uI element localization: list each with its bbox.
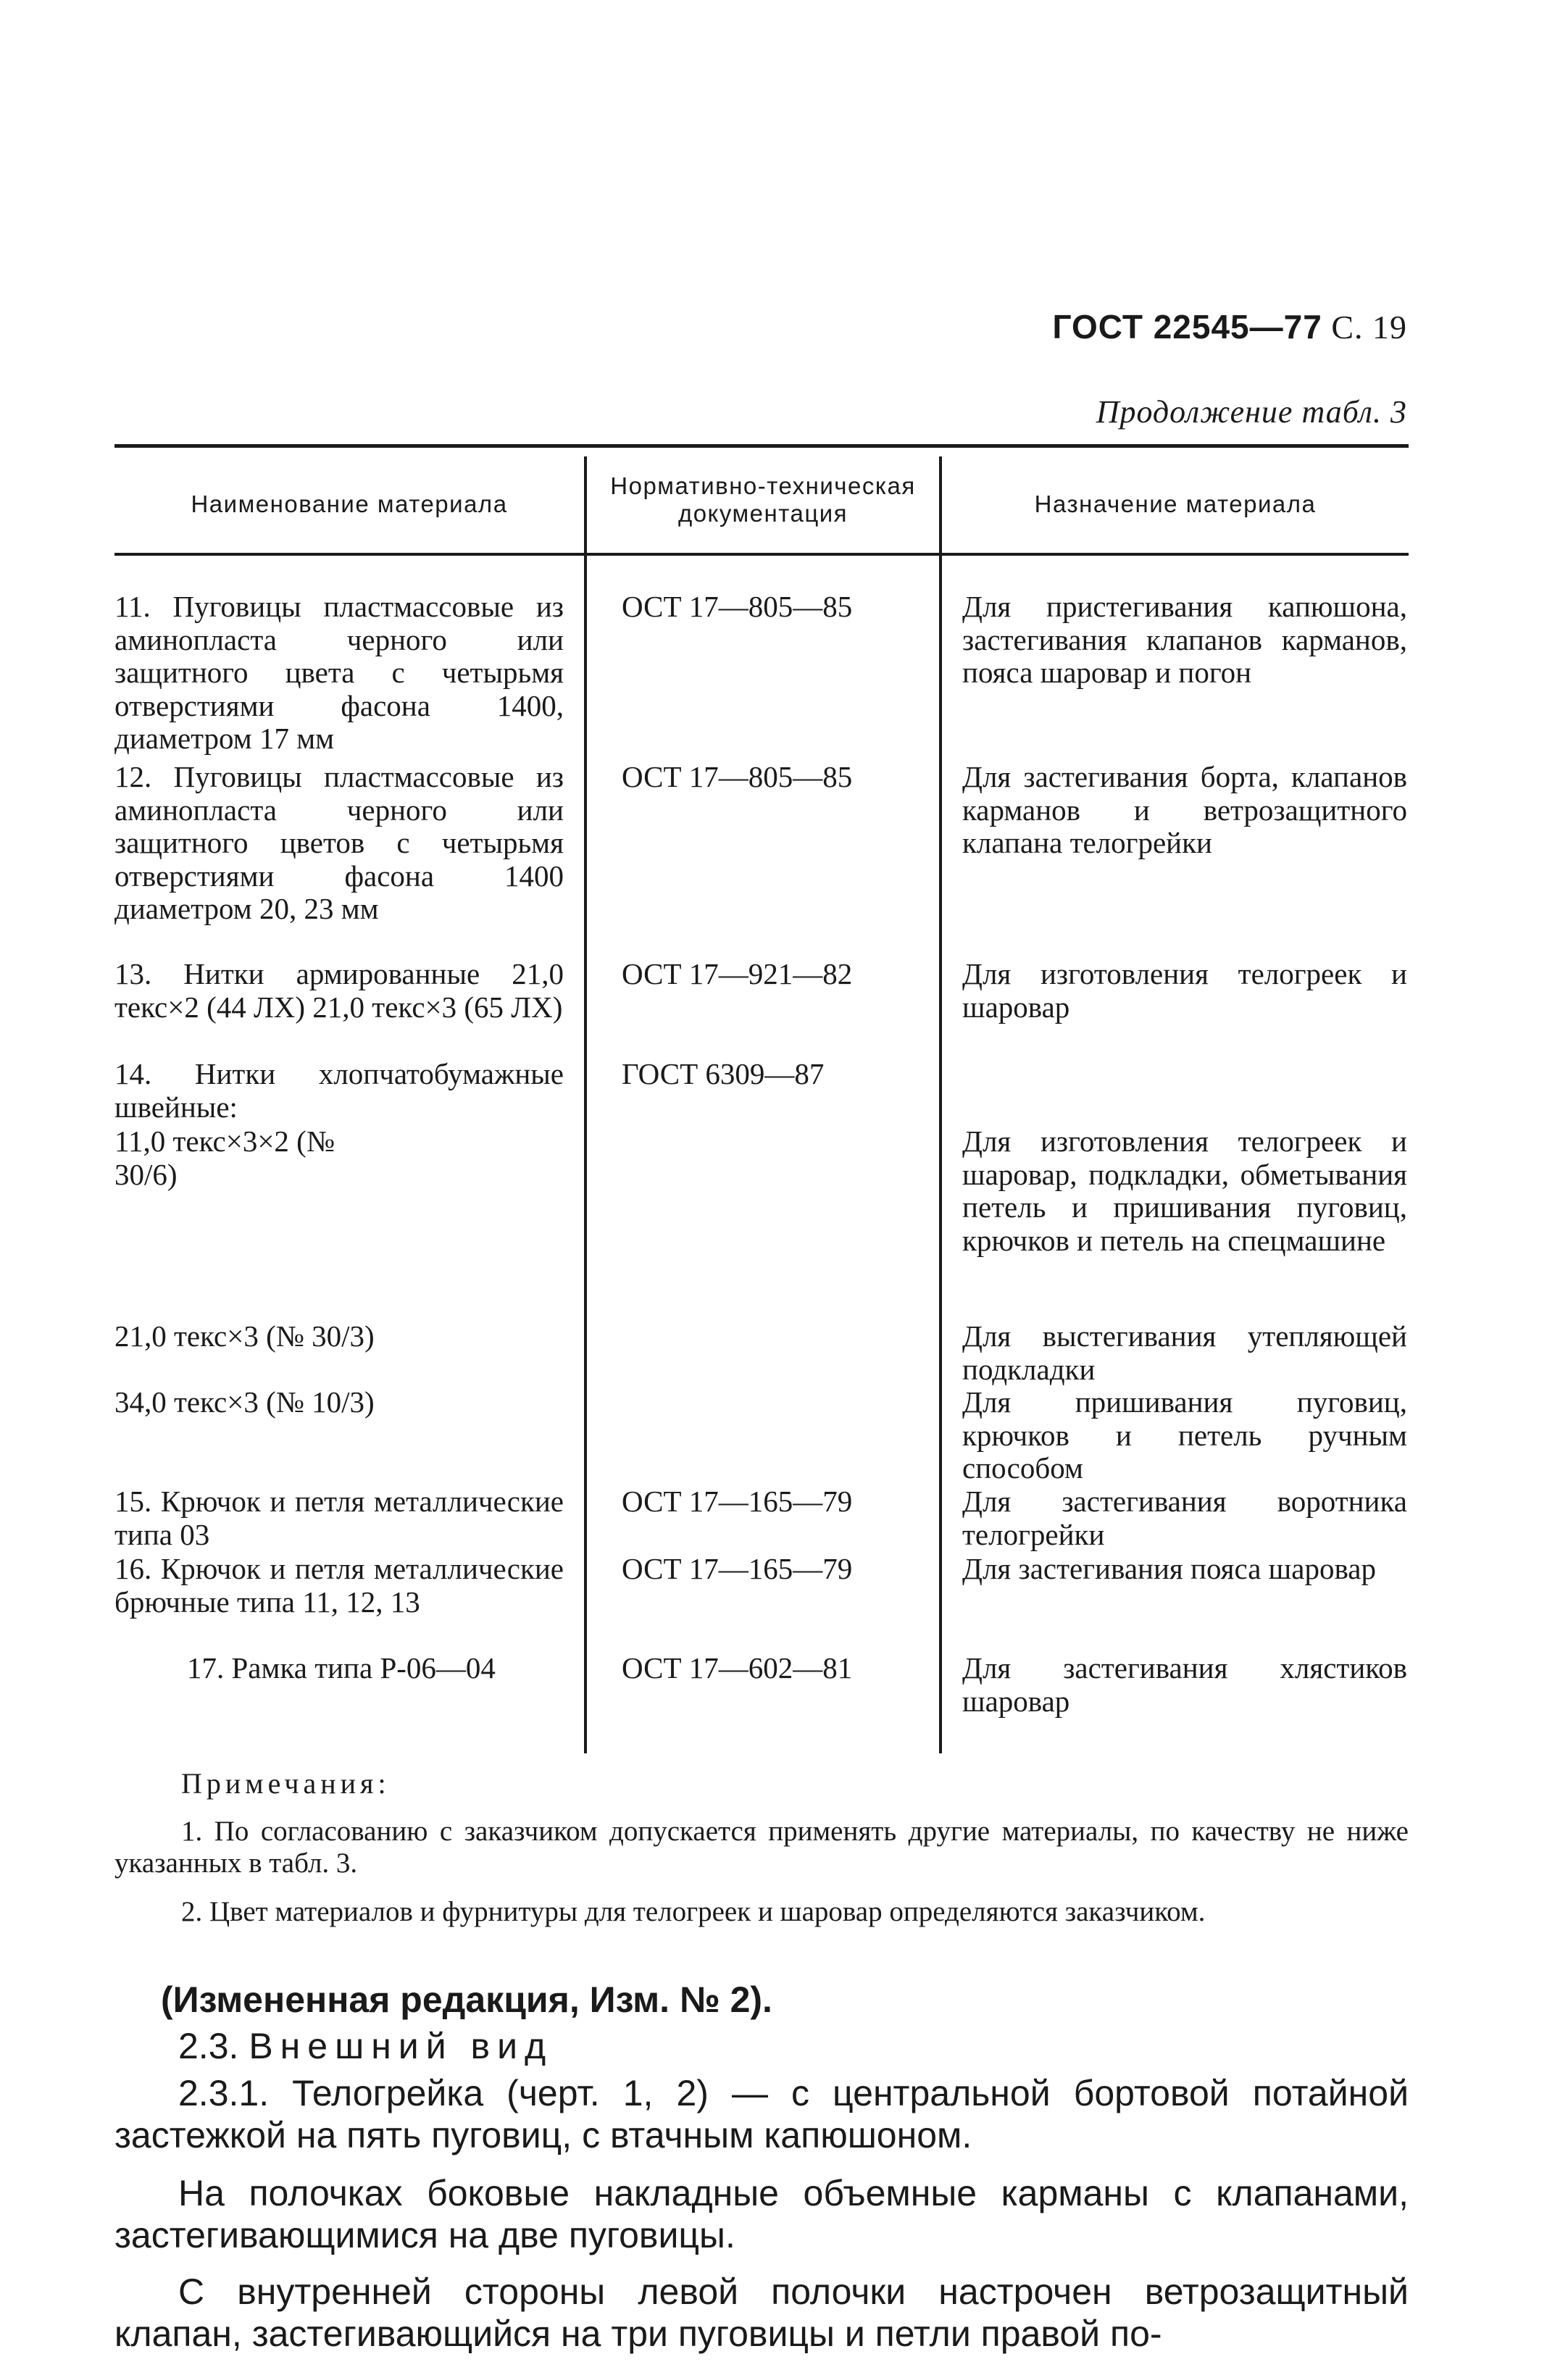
table-row-12-name: 12. Пуговицы пластмассовые из аминопласта черного или защитного цветов с четырьмя отверстиями фасона 1400 диаметром 20, 23 мм xyxy=(114,760,564,926)
page-header xyxy=(1053,307,1407,346)
table-row-14b-name: 21,0 текс×3 (№ 30/3) xyxy=(114,1319,375,1353)
table-row-17-purpose: Для застегивания хлястиков шаровар xyxy=(962,1651,1407,1718)
notes-title: Примечания: xyxy=(181,1767,391,1800)
table-row-16-doc: ОСТ 17—165—79 xyxy=(622,1552,853,1585)
revision-note: (Измененная редакция, Изм. № 2). xyxy=(161,1979,772,2020)
table-row-11-name: 11. Пуговицы пластмассовые из аминопласта черного или защитного цвета с четырьмя отверстиями фасона 1400, диаметром 17 мм xyxy=(114,590,564,756)
table-row-14-name: 14. Нитки хлопчатобумажные швейные: xyxy=(114,1057,564,1124)
table-row-17-doc: ОСТ 17—602—81 xyxy=(622,1651,853,1685)
table-row-12-purpose: Для застегивания борта, клапанов карманов и ветрозащитного клапана телогрейки xyxy=(962,760,1407,860)
column-header-purpose: Назначение материала xyxy=(1034,491,1317,517)
table-row-16-purpose: Для застегивания пояса шаровар xyxy=(962,1552,1376,1585)
table-row-14c-purpose: Для пришивания пуговиц, крючков и петель ручным способом xyxy=(962,1385,1407,1485)
table-column-divider-2 xyxy=(939,456,942,1753)
paragraph-2-3-1: 2.3.1. Телогрейка (черт. 1, 2) — с центральной бортовой потайной застежкой на пять пуговиц, с втачным капюшоном. xyxy=(114,2073,1409,2155)
table-row-14a-purpose: Для изготовления телогреек и шаровар, подкладки, обметывания петель и пришивания пуговиц, крючков и петель на спецмашине xyxy=(962,1124,1407,1257)
table-row-15-purpose: Для застегивания воротника телогрейки xyxy=(962,1485,1407,1551)
section-heading xyxy=(178,2025,1410,2067)
table-row-17-name: 17. Рамка типа Р-06—04 xyxy=(187,1651,496,1685)
standard-number: ГОСТ 22545—77 xyxy=(1052,308,1322,346)
table-row-13-doc: ОСТ 17—921—82 xyxy=(622,957,853,990)
section-title: Внешний вид xyxy=(249,2026,554,2066)
table-row-14c-name: 34,0 текс×3 (№ 10/3) xyxy=(114,1385,375,1419)
table-continuation-label: Продолжение табл. 3 xyxy=(1096,394,1407,430)
table-row-11-purpose: Для пристегивания капюшона, застегивания клапанов карманов, пояса шаровар и погон xyxy=(962,590,1407,690)
column-header-name: Наименование материала xyxy=(191,491,508,517)
section-number: 2.3. xyxy=(178,2026,239,2066)
paragraph-wind-flap: С внутренней стороны левой полочки настрочен ветрозащитный клапан, застегивающийся на три пуговицы и петли правой по- xyxy=(114,2271,1409,2354)
table-row-13-purpose: Для изготовления телогреек и шаровар xyxy=(962,957,1407,1024)
note-2: 2. Цвет материалов и фурнитуры для телогреек и шаровар определяются заказчиком. xyxy=(181,1896,1206,1927)
table-row-15-doc: ОСТ 17—165—79 xyxy=(622,1485,853,1518)
table-row-14b-purpose: Для выстегивания утепляющей подкладки xyxy=(962,1319,1407,1386)
table-row-13-name: 13. Нитки армированные 21,0 текс×2 (44 ЛХ) 21,0 текс×3 (65 ЛХ) xyxy=(114,957,564,1024)
table-row-16-name: 16. Крючок и петля металлические брючные типа 11, 12, 13 xyxy=(114,1552,564,1619)
table-row-15-name: 15. Крючок и петля металлические типа 03 xyxy=(114,1485,564,1551)
column-header-doc: Нормативно-техническая документация xyxy=(610,472,916,527)
paragraph-pockets: На полочках боковые накладные объемные карманы с клапанами, застегивающимися на две пуговицы. xyxy=(114,2173,1409,2255)
page-number: С. 19 xyxy=(1331,309,1407,346)
table-row-14a-name: 11,0 текс×3×2 (№ 30/6) xyxy=(114,1124,335,1191)
table-row-11-doc: ОСТ 17—805—85 xyxy=(622,590,853,623)
table-top-rule xyxy=(114,444,1409,448)
table-row-14-doc: ГОСТ 6309—87 xyxy=(622,1057,825,1090)
table-column-divider-1 xyxy=(584,456,587,1753)
table-row-12-doc: ОСТ 17—805—85 xyxy=(622,760,853,793)
note-1: 1. По согласованию с заказчиком допускается применять другие материалы, по качеству не ниже указанных в табл. 3. xyxy=(114,1816,1409,1879)
table-header-rule xyxy=(114,553,1409,556)
